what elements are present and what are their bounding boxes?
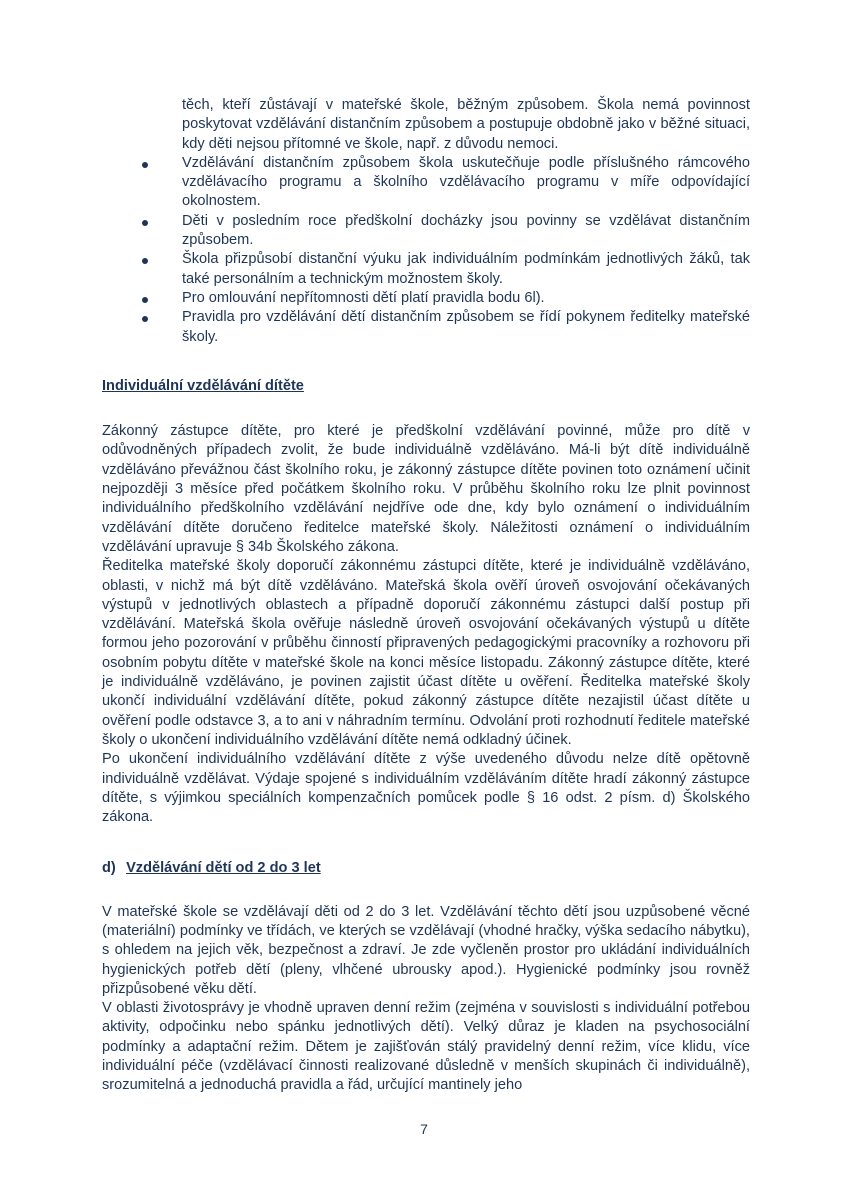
section-d-paragraph: V oblasti životosprávy je vhodně upraven denní režim (zejména v souvislosti s individuální potřebou aktivity, odpočinku nebo spánku jednotlivých dětí). Velký důraz je kladen na psychosociální podmínky a adaptační režim. Dětem je zajišťován stálý pravidelný denní režim, více klidu, více individuální péče (vzdělávací činnosti realizované důsledně v menších skupinách či individuálně), srozumitelná a jednoduchá pravidla a řád, určující mantinely jeho [102,1000,750,1094]
individual-education-heading: Individuální vzdělávání dítěte [102,377,304,394]
section-d-title: Vzdělávání dětí od 2 do 3 let [126,860,321,877]
bullet-icon [142,316,148,322]
list-item: Pravidla pro vzdělávání dětí distančním způsobem se řídí pokynem ředitelky mateřské školy. [182,308,750,347]
individual-paragraph: Po ukončení individuálního vzdělávání dítěte z výše uvedeného důvodu nelze dítě opětovně individuálně vzdělávat. Výdaje spojené s individuálním vzděláváním dítěte hradí zákonný zástupce dítěte, s výjimkou speciálních kompenzačních pomůcek podle § 16 odst. 2 písm. d) Školského zákona. [102,751,750,826]
bullet-icon [142,162,148,168]
list-item: Děti v posledním roce předškolní docházky jsou povinny se vzdělávat distančním způsobem. [182,212,750,251]
individual-paragraph: Ředitelka mateřské školy doporučí zákonnému zástupci dítěte, které je individuálně vzděláváno, oblasti, v nichž má být dítě vzděláváno. Mateřská škola ověří úroveň osvojování očekávaných výstupů v jednotlivých oblastech a případně doporučí zákonnému zástupci další postup při vzdělávání. Mateřská škola ověřuje následně úroveň osvojování očekávaných výstupů u dítěte formou jeho pozorování v průběhu činností připravených pedagogickými pracovníky a rozhovoru při osobním pobytu dítěte v mateřské škole na konci měsíce listopadu. Zákonný zástupce dítěte, které je individuálně vzděláváno, je povinen zajistit účast dítěte u ověření. Ředitelka mateřské školy ukončí individuální vzdělávání dítěte, pokud zákonný zástupce dítěte nezajistil účast dítěte u ověření podle odstavce 3, a to ani v náhradním termínu. Odvolání proti rozhodnutí ředitele mateřské školy o ukončení individuálního vzdělávání dítěte nemá odkladný účinek. [102,558,750,748]
list-item: Pro omlouvání nepřítomnosti dětí platí pravidla bodu 6l). [182,289,750,308]
intro-continuation: těch, kteří zůstávají v mateřské škole, běžným způsobem. Škola nemá povinnost poskytovat vzdělávání distančním způsobem a postupuje obdobně jako v běžné situaci, kdy děti nejsou přítomné ve škole, např. z důvodu nemoci. [182,97,750,152]
distance-learning-list [102,154,750,347]
section-d-paragraph: V mateřské škole se vzdělávají děti od 2 do 3 let. Vzdělávání těchto dětí jsou uzpůsobené věcné (materiální) podmínky ve třídách, ve kterých se vzdělávají (vhodné hračky, výška sedacího nábytku), s ohledem na jejich věk, bezpečnost a zdraví. Je zde vyčleněn prostor pro ukládání individuálních hygienických potřeb dětí (pleny, vlhčené ubrousky apod.). Hygienické podmínky jsou rovněž přizpůsobené věku dětí. [102,903,750,997]
list-item: Škola přizpůsobí distanční výuku jak individuálním podmínkám jednotlivých žáků, tak také personálním a technickým možnostem školy. [182,250,750,289]
page-number: 7 [420,1121,428,1137]
section-d-letter: d) [102,860,116,877]
bullet-icon [142,258,148,264]
bullet-icon [142,220,148,226]
section-d-heading [102,859,750,878]
list-item: Vzdělávání distančním způsobem škola uskutečňuje podle příslušného rámcového vzdělávacího programu a školního vzdělávacího programu v míře odpovídající okolnostem. [182,154,750,212]
document-page [102,96,750,1096]
bullet-icon [142,297,148,303]
individual-paragraph: Zákonný zástupce dítěte, pro které je předškolní vzdělávání povinné, může pro dítě v odůvodněných případech zvolit, že bude individuálně vzděláváno. Má-li být dítě individuálně vzděláváno převážnou část školního roku, je zákonný zástupce dítěte povinen toto oznámení učinit nejpozději 3 měsíce před počátkem školního roku. V průběhu školního roku lze plnit povinnost individuálního předškolního vzdělávání nejdříve ode dne, kdy bylo oznámení o individuálním vzdělávání dítěte doručeno ředitelce mateřské školy. Náležitosti oznámení o individuálním vzdělávání upravuje § 34b Školského zákona. [102,423,750,555]
